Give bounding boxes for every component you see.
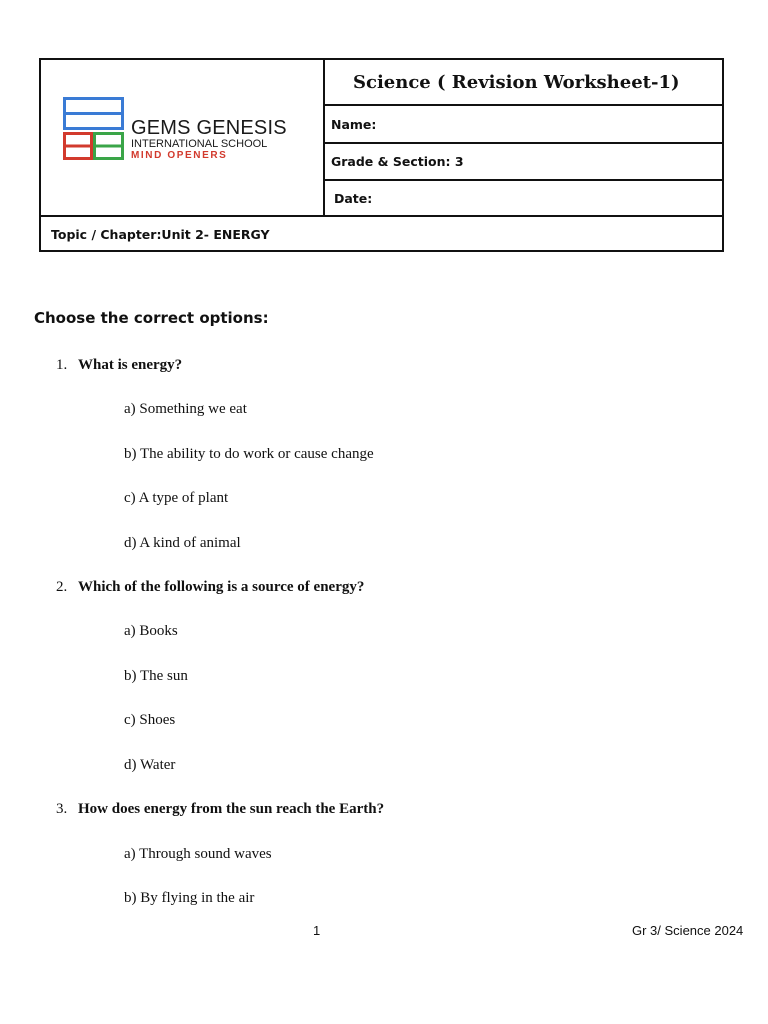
school-tagline: MIND OPENERS <box>131 150 228 161</box>
school-logo-icon <box>63 97 125 161</box>
option-1d[interactable]: d) A kind of animal <box>124 535 241 551</box>
worksheet-title: Science ( Revision Worksheet-1) <box>325 60 722 106</box>
option-3a[interactable]: a) Through sound waves <box>124 846 272 862</box>
footer-course: Gr 3/ Science 2024 <box>632 923 744 938</box>
option-2a[interactable]: a) Books <box>124 623 178 639</box>
school-name: GEMS GENESIS <box>131 117 287 139</box>
option-2c[interactable]: c) Shoes <box>124 712 176 728</box>
option-1c[interactable]: c) A type of plant <box>124 490 229 506</box>
option-2d[interactable]: d) Water <box>124 757 176 773</box>
header-fields <box>325 60 722 215</box>
school-subtitle: INTERNATIONAL SCHOOL <box>131 138 268 150</box>
option-3b[interactable]: b) By flying in the air <box>124 890 255 906</box>
date-field[interactable]: Date: <box>334 190 373 206</box>
page-number: 1 <box>313 923 321 938</box>
option-2b[interactable]: b) The sun <box>124 668 188 684</box>
question-number: 1. <box>56 357 68 373</box>
option-1b[interactable]: b) The ability to do work or cause change <box>124 446 374 462</box>
question-3 <box>56 801 384 818</box>
question-text: How does energy from the sun reach the Earth? <box>78 801 385 817</box>
question-2 <box>56 579 364 596</box>
topic-row: Topic / Chapter:Unit 2- ENERGY <box>41 215 722 252</box>
logo-text-block <box>131 118 287 161</box>
option-1a[interactable]: a) Something we eat <box>124 401 247 417</box>
question-number: 3. <box>56 801 68 817</box>
question-text: What is energy? <box>78 357 183 373</box>
question-1 <box>56 357 182 374</box>
name-field[interactable]: Name: <box>325 106 722 144</box>
question-number: 2. <box>56 579 68 595</box>
instructions: Choose the correct options: <box>34 309 269 327</box>
school-logo <box>63 97 303 161</box>
question-text: Which of the following is a source of energy? <box>78 579 365 595</box>
worksheet-header-table <box>39 58 724 252</box>
logo-cell <box>41 60 325 215</box>
grade-section-field: Grade & Section: 3 <box>325 144 722 181</box>
